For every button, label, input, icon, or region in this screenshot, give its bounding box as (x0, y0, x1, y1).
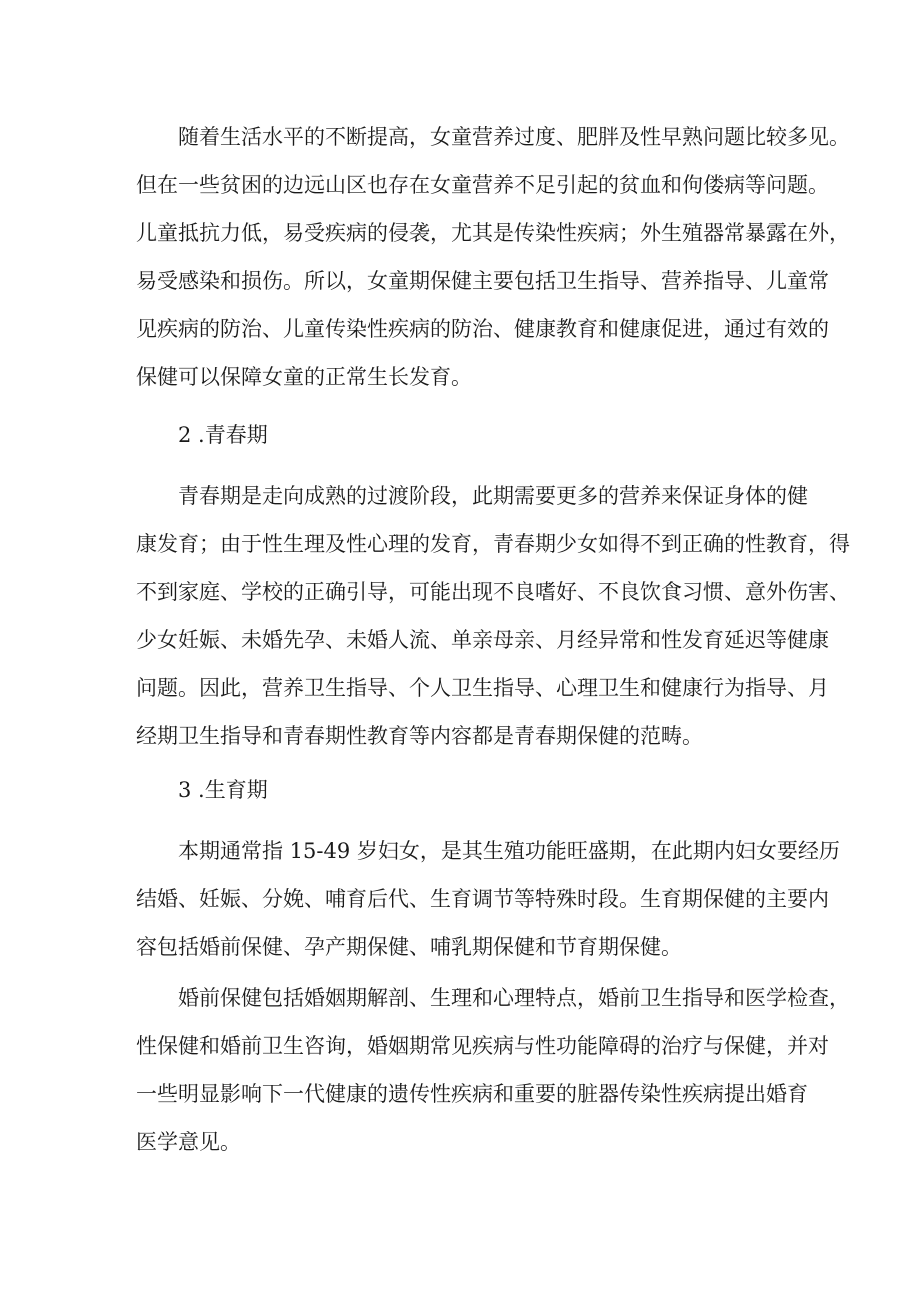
paragraph-line: 随着生活水平的不断提高，女童营养过度、肥胖及性早熟问题比较多见。 (178, 125, 850, 149)
paragraph-line: 见疾病的防治、儿童传染性疾病的防治、健康教育和健康促进，通过有效的 (136, 317, 829, 341)
paragraph-line: 少女妊娠、未婚先孕、未婚人流、单亲母亲、月经异常和性发育延迟等健康 (136, 628, 829, 652)
paragraph-line: 婚前保健包括婚姻期解剖、生理和心理特点，婚前卫生指导和医学检查， (178, 986, 850, 1010)
paragraph-line: 经期卫生指导和青春期性教育等内容都是青春期保健的范畴。 (136, 724, 703, 748)
paragraph-premarital-care (136, 974, 850, 1166)
paragraph-line: 问题。因此，营养卫生指导、个人卫生指导、心理卫生和健康行为指导、月 (136, 676, 829, 700)
paragraph-line: 康发育；由于性生理及性心理的发育，青春期少女如得不到正确的性教育，得 (136, 532, 850, 556)
paragraph-line: 不到家庭、学校的正确引导，可能出现不良嗜好、不良饮食习惯、意外伤害、 (136, 580, 850, 604)
paragraph-line: 本期通常指 15-49 岁妇女，是其生殖功能旺盛期，在此期内妇女要经历 (178, 839, 840, 863)
paragraph-girlhood-care (136, 113, 850, 401)
paragraph-line: 青春期是走向成熟的过渡阶段，此期需要更多的营养来保证身体的健 (178, 484, 808, 508)
section-heading-adolescence: 2 .青春期 (178, 423, 268, 447)
paragraph-line: 保健可以保障女童的正常生长发育。 (136, 365, 472, 389)
paragraph-line: 结婚、妊娠、分娩、哺育后代、生育调节等特殊时段。生育期保健的主要内 (136, 887, 829, 911)
paragraph-line: 一些明显影响下一代健康的遗传性疾病和重要的脏器传染性疾病提出婚育 (136, 1082, 808, 1106)
paragraph-line: 易受感染和损伤。所以，女童期保健主要包括卫生指导、营养指导、儿童常 (136, 269, 829, 293)
paragraph-line: 但在一些贫困的边远山区也存在女童营养不足引起的贫血和佝偻病等问题。 (136, 173, 829, 197)
paragraph-reproductive-period (136, 827, 840, 971)
paragraph-adolescence (136, 472, 850, 760)
paragraph-line: 容包括婚前保健、孕产期保健、哺乳期保健和节育期保健。 (136, 935, 682, 959)
section-heading-reproductive-period: 3 .生育期 (178, 778, 268, 802)
paragraph-line: 医学意见。 (136, 1130, 241, 1154)
paragraph-line: 性保健和婚前卫生咨询，婚姻期常见疾病与性功能障碍的治疗与保健，并对 (136, 1034, 829, 1058)
paragraph-line: 儿童抵抗力低，易受疾病的侵袭，尤其是传染性疾病；外生殖器常暴露在外， (136, 221, 850, 245)
